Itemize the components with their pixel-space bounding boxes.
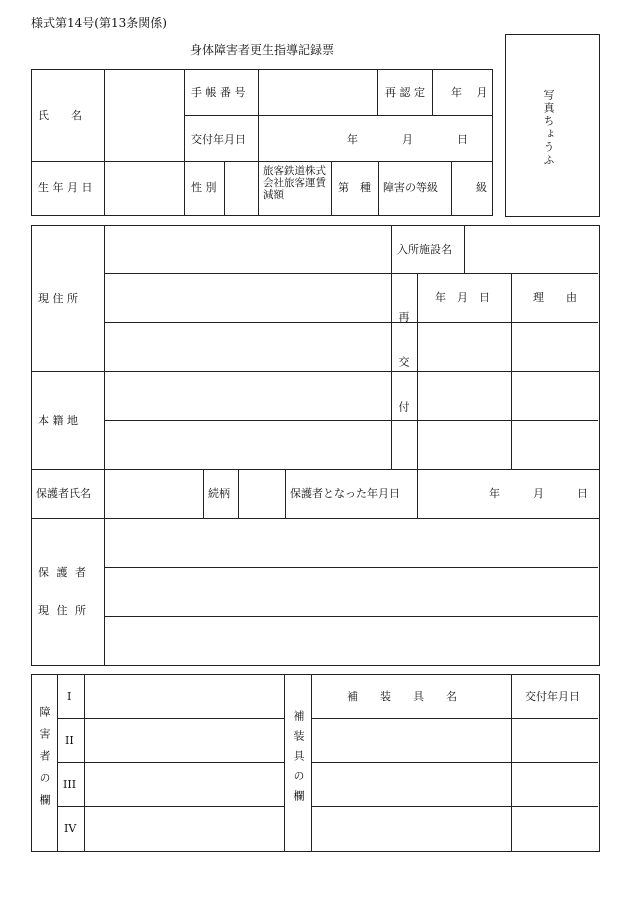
- row-label-2: II: [65, 734, 74, 747]
- facility-label: 入所施設名: [397, 243, 452, 256]
- section-basic-info: [31, 69, 492, 215]
- form-number: 様式第14号(第13条関係): [31, 16, 167, 30]
- birth-date-label: 生 年 月 日: [38, 181, 93, 194]
- device-issue-date-header: 交付年月日: [525, 690, 580, 703]
- relation-label: 続柄: [208, 487, 230, 500]
- section-devices: [31, 674, 599, 851]
- name-label: 氏 名: [38, 109, 82, 122]
- disability-field-2[interactable]: [85, 719, 283, 761]
- booklet-number-label: 手 帳 番 号: [191, 86, 246, 99]
- issue-date-value: 年 月 日: [347, 133, 468, 146]
- device-section-label: 補装具の欄: [292, 710, 305, 810]
- name-field[interactable]: [105, 70, 183, 160]
- sex-label: 性 別: [191, 181, 217, 194]
- address-field-1[interactable]: [105, 274, 390, 321]
- guardian-address-field-2[interactable]: [105, 568, 598, 615]
- guardian-address-field-1[interactable]: [105, 519, 598, 566]
- disability-field-1[interactable]: [85, 675, 283, 717]
- disability-field-3[interactable]: [85, 763, 283, 805]
- form-title: 身体障害者更生指導記録票: [189, 43, 335, 57]
- recert-date: 年 月: [451, 86, 488, 99]
- address-label: 現 住 所: [38, 292, 78, 305]
- section-address-info: [31, 225, 599, 665]
- booklet-number-field[interactable]: [259, 70, 376, 114]
- reissue-reason-header: 理 由: [533, 291, 577, 304]
- rail-discount-label: 旅客鉄道株式会社旅客運賃減額: [263, 165, 326, 201]
- disability-grade-label: 障害の等級: [383, 181, 438, 194]
- guardian-name-field[interactable]: [105, 470, 202, 517]
- disability-section-label: 障害者の欄: [38, 706, 51, 816]
- reissue-label: 再交付: [397, 311, 410, 446]
- guardian-address-label-1: 保 護 者: [38, 566, 88, 579]
- photo-box: [505, 34, 600, 217]
- row-label-3: III: [63, 778, 77, 791]
- disability-field-4[interactable]: [85, 807, 283, 849]
- reissue-date-header: 年 月 日: [435, 291, 490, 304]
- row-label-4: IV: [64, 822, 77, 835]
- row-label-1: I: [67, 690, 72, 703]
- guardian-name-label: 保護者氏名: [36, 487, 91, 500]
- guardian-address-label-2: 現 住 所: [38, 604, 88, 617]
- guardian-since-value: 年 月 日: [489, 487, 588, 500]
- photo-label: 写真ちょうふ: [542, 89, 555, 167]
- issue-date-label: 交付年月日: [191, 133, 246, 146]
- domicile-field-1[interactable]: [105, 372, 390, 419]
- domicile-label: 本 籍 地: [38, 414, 78, 427]
- domicile-field-2[interactable]: [105, 421, 390, 468]
- guardian-since-label: 保護者となった年月日: [290, 487, 400, 500]
- grade-unit: 級: [476, 181, 487, 194]
- facility-field[interactable]: [465, 226, 598, 272]
- guardian-address-field-3[interactable]: [105, 617, 598, 664]
- relation-field[interactable]: [239, 470, 284, 517]
- device-name-header: 補 装 具 名: [347, 690, 457, 703]
- rail-class: 第 種: [338, 181, 371, 194]
- address-field-2[interactable]: [105, 323, 390, 370]
- recert-label: 再 認 定: [385, 86, 425, 99]
